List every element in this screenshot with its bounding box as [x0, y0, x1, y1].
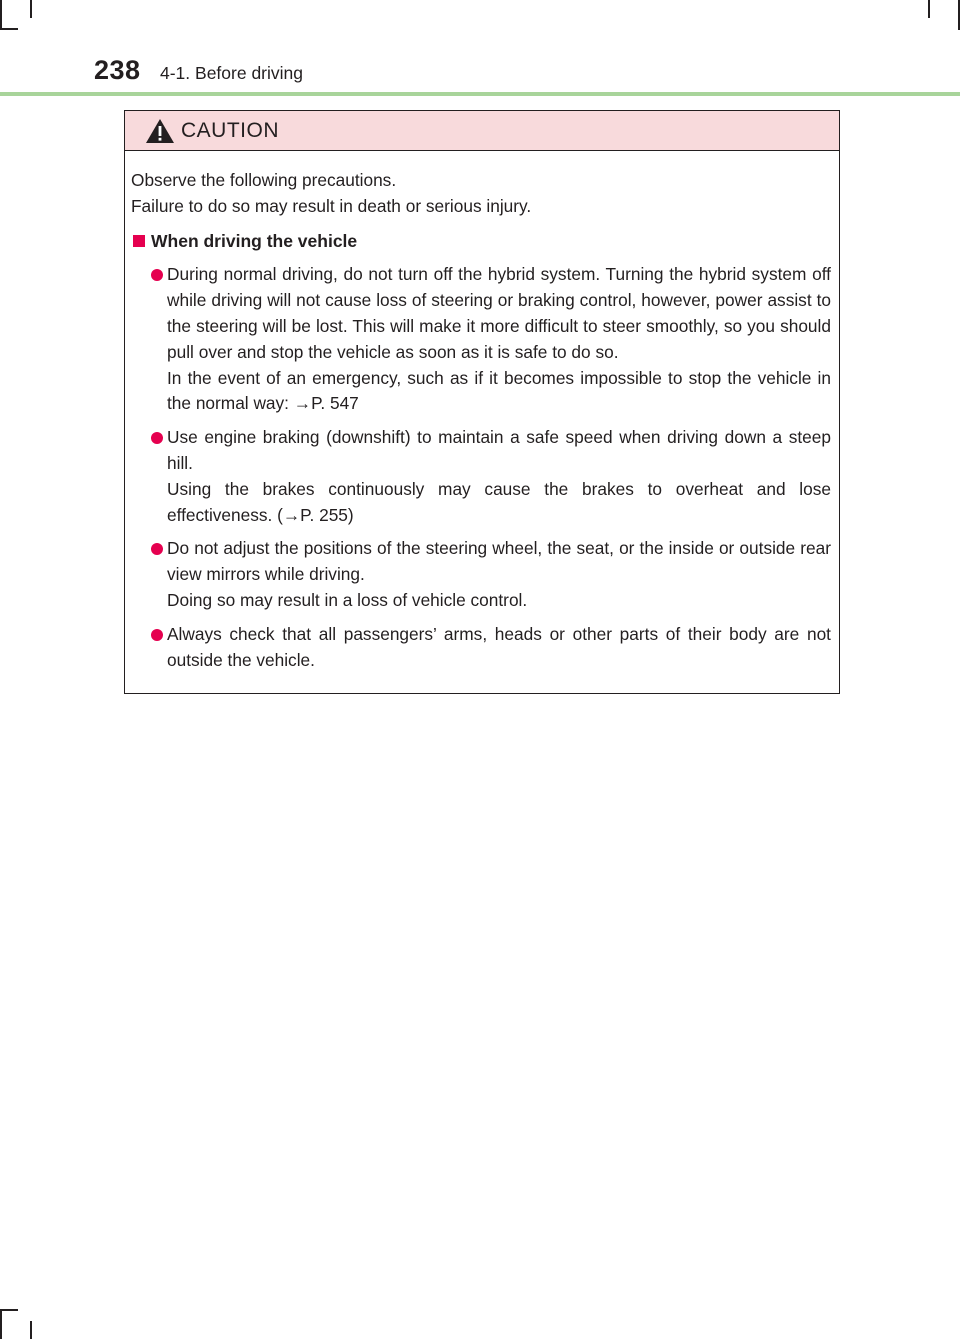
page-number: 238	[94, 55, 141, 85]
crop-mark	[30, 0, 32, 18]
subheading	[131, 229, 831, 255]
square-bullet-icon	[133, 235, 145, 247]
subheading-text: When driving the vehicle	[151, 230, 358, 251]
item-paragraph: Doing so may result in a loss of vehicle control.	[167, 589, 528, 610]
item-paragraph: Always check that all passengers’ arms, heads or other parts of their body are not outside the vehicle.	[167, 623, 831, 670]
circle-bullet-icon	[151, 269, 163, 281]
item-paragraph: Using the brakes continuously may cause the brakes to overheat and lose effectiveness. (→P. 255)	[167, 478, 831, 525]
crop-mark	[30, 1321, 32, 1339]
list-item	[131, 622, 831, 674]
section-title: 4-1. Before driving	[160, 63, 303, 83]
crop-mark	[0, 0, 2, 30]
caution-title: CAUTION	[181, 118, 279, 142]
caution-body	[125, 151, 839, 673]
crop-mark	[928, 0, 930, 18]
item-paragraph: Use engine braking (downshift) to maintain a safe speed when driving down a steep hill.	[167, 427, 831, 473]
item-paragraph: Do not adjust the positions of the steering wheel, the seat, or the inside or outside rear view mirrors while driving.	[167, 538, 831, 585]
caution-box	[124, 110, 840, 694]
caution-header	[125, 111, 839, 151]
crop-mark	[0, 1309, 2, 1339]
header-rule	[0, 92, 960, 96]
warning-triangle-icon	[145, 118, 175, 144]
item-paragraph: In the event of an emergency, such as if it becomes impossible to stop the vehicle in the normal way: →P. 547	[167, 367, 831, 414]
item-paragraph: During normal driving, do not turn off the hybrid system. Turning the hybrid system off while driving will not cause loss of steering or braking control, however, power assist to the steering will be lost. This will make it more difficult to steer smoothly, so you should pull over and stop the vehicle as soon as it is safe to do so.	[167, 264, 831, 362]
list-item	[131, 425, 831, 528]
list-item	[131, 262, 831, 417]
intro-line: Observe the following precautions.	[131, 170, 397, 190]
crop-mark	[0, 1309, 18, 1311]
list-item	[131, 536, 831, 613]
circle-bullet-icon	[151, 432, 163, 444]
circle-bullet-icon	[151, 629, 163, 641]
circle-bullet-icon	[151, 543, 163, 555]
intro-line: Failure to do so may result in death or serious injury.	[131, 195, 532, 216]
crop-mark	[0, 28, 18, 30]
